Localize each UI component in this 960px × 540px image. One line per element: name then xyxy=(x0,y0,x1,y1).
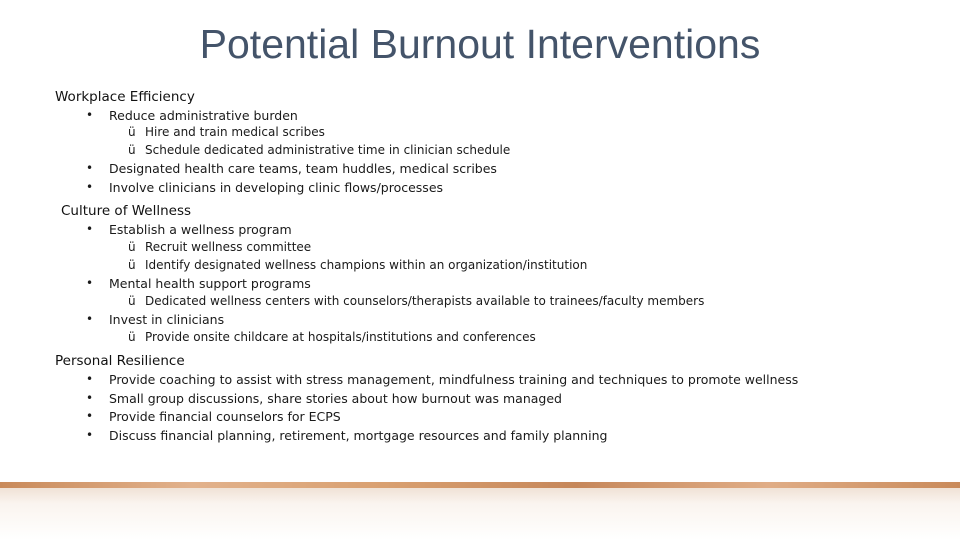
check-item xyxy=(128,143,511,158)
bullet-text: Small group discussions, share stories about how burnout was managed xyxy=(109,391,562,406)
check-text: Schedule dedicated administrative time in clinician schedule xyxy=(145,143,511,157)
bullet-marker: • xyxy=(86,372,94,386)
check-marker: ü xyxy=(128,125,136,139)
section-heading-personal-resilience: Personal Resilience xyxy=(55,353,185,369)
bullet-text: Provide financial counselors for ECPS xyxy=(109,409,341,424)
check-item xyxy=(128,125,325,140)
bullet-item xyxy=(86,428,608,443)
bullet-item xyxy=(86,108,298,123)
bullet-item xyxy=(86,180,444,195)
check-item xyxy=(128,294,705,309)
bullet-text: Designated health care teams, team huddles, medical scribes xyxy=(109,161,497,176)
bullet-marker: • xyxy=(86,428,94,442)
check-marker: ü xyxy=(128,240,136,254)
check-marker: ü xyxy=(128,143,136,157)
check-text: Dedicated wellness centers with counselors/therapists available to trainees/faculty members xyxy=(145,294,705,308)
bullet-text: Provide coaching to assist with stress management, mindfulness training and techniques to promote wellness xyxy=(109,372,799,387)
footer-band xyxy=(0,488,960,540)
check-marker: ü xyxy=(128,294,136,308)
slide-title: Potential Burnout Interventions xyxy=(199,21,761,67)
check-marker: ü xyxy=(128,258,136,272)
section-heading-culture-of-wellness: Culture of Wellness xyxy=(61,203,192,219)
check-text: Provide onsite childcare at hospitals/institutions and conferences xyxy=(145,330,536,344)
bullet-text: Invest in clinicians xyxy=(109,312,225,327)
bullet-marker: • xyxy=(86,312,94,326)
check-item xyxy=(128,240,312,255)
bullet-item xyxy=(86,391,562,406)
check-marker: ü xyxy=(128,330,136,344)
bullet-item xyxy=(86,312,225,327)
bullet-text: Reduce administrative burden xyxy=(109,108,298,123)
section-heading-workplace-efficiency: Workplace Efficiency xyxy=(55,89,195,105)
check-item xyxy=(128,330,536,345)
bullet-marker: • xyxy=(86,161,94,175)
bullet-item xyxy=(86,161,497,176)
bullet-text: Establish a wellness program xyxy=(109,222,292,237)
bullet-marker: • xyxy=(86,180,94,194)
bullet-text: Involve clinicians in developing clinic flows/processes xyxy=(109,180,444,195)
bullet-marker: • xyxy=(86,108,94,122)
bullet-item xyxy=(86,276,311,291)
bullet-marker: • xyxy=(86,391,94,405)
bullet-item xyxy=(86,222,292,237)
bullet-marker: • xyxy=(86,409,94,423)
check-text: Recruit wellness committee xyxy=(145,240,312,254)
bullet-text: Discuss financial planning, retirement, mortgage resources and family planning xyxy=(109,428,608,443)
check-item xyxy=(128,258,588,273)
bullet-marker: • xyxy=(86,276,94,290)
check-text: Hire and train medical scribes xyxy=(145,125,325,139)
bullet-marker: • xyxy=(86,222,94,236)
bullet-text: Mental health support programs xyxy=(109,276,311,291)
check-text: Identify designated wellness champions within an organization/institution xyxy=(145,258,588,272)
bullet-item xyxy=(86,409,341,424)
bullet-item xyxy=(86,372,799,387)
